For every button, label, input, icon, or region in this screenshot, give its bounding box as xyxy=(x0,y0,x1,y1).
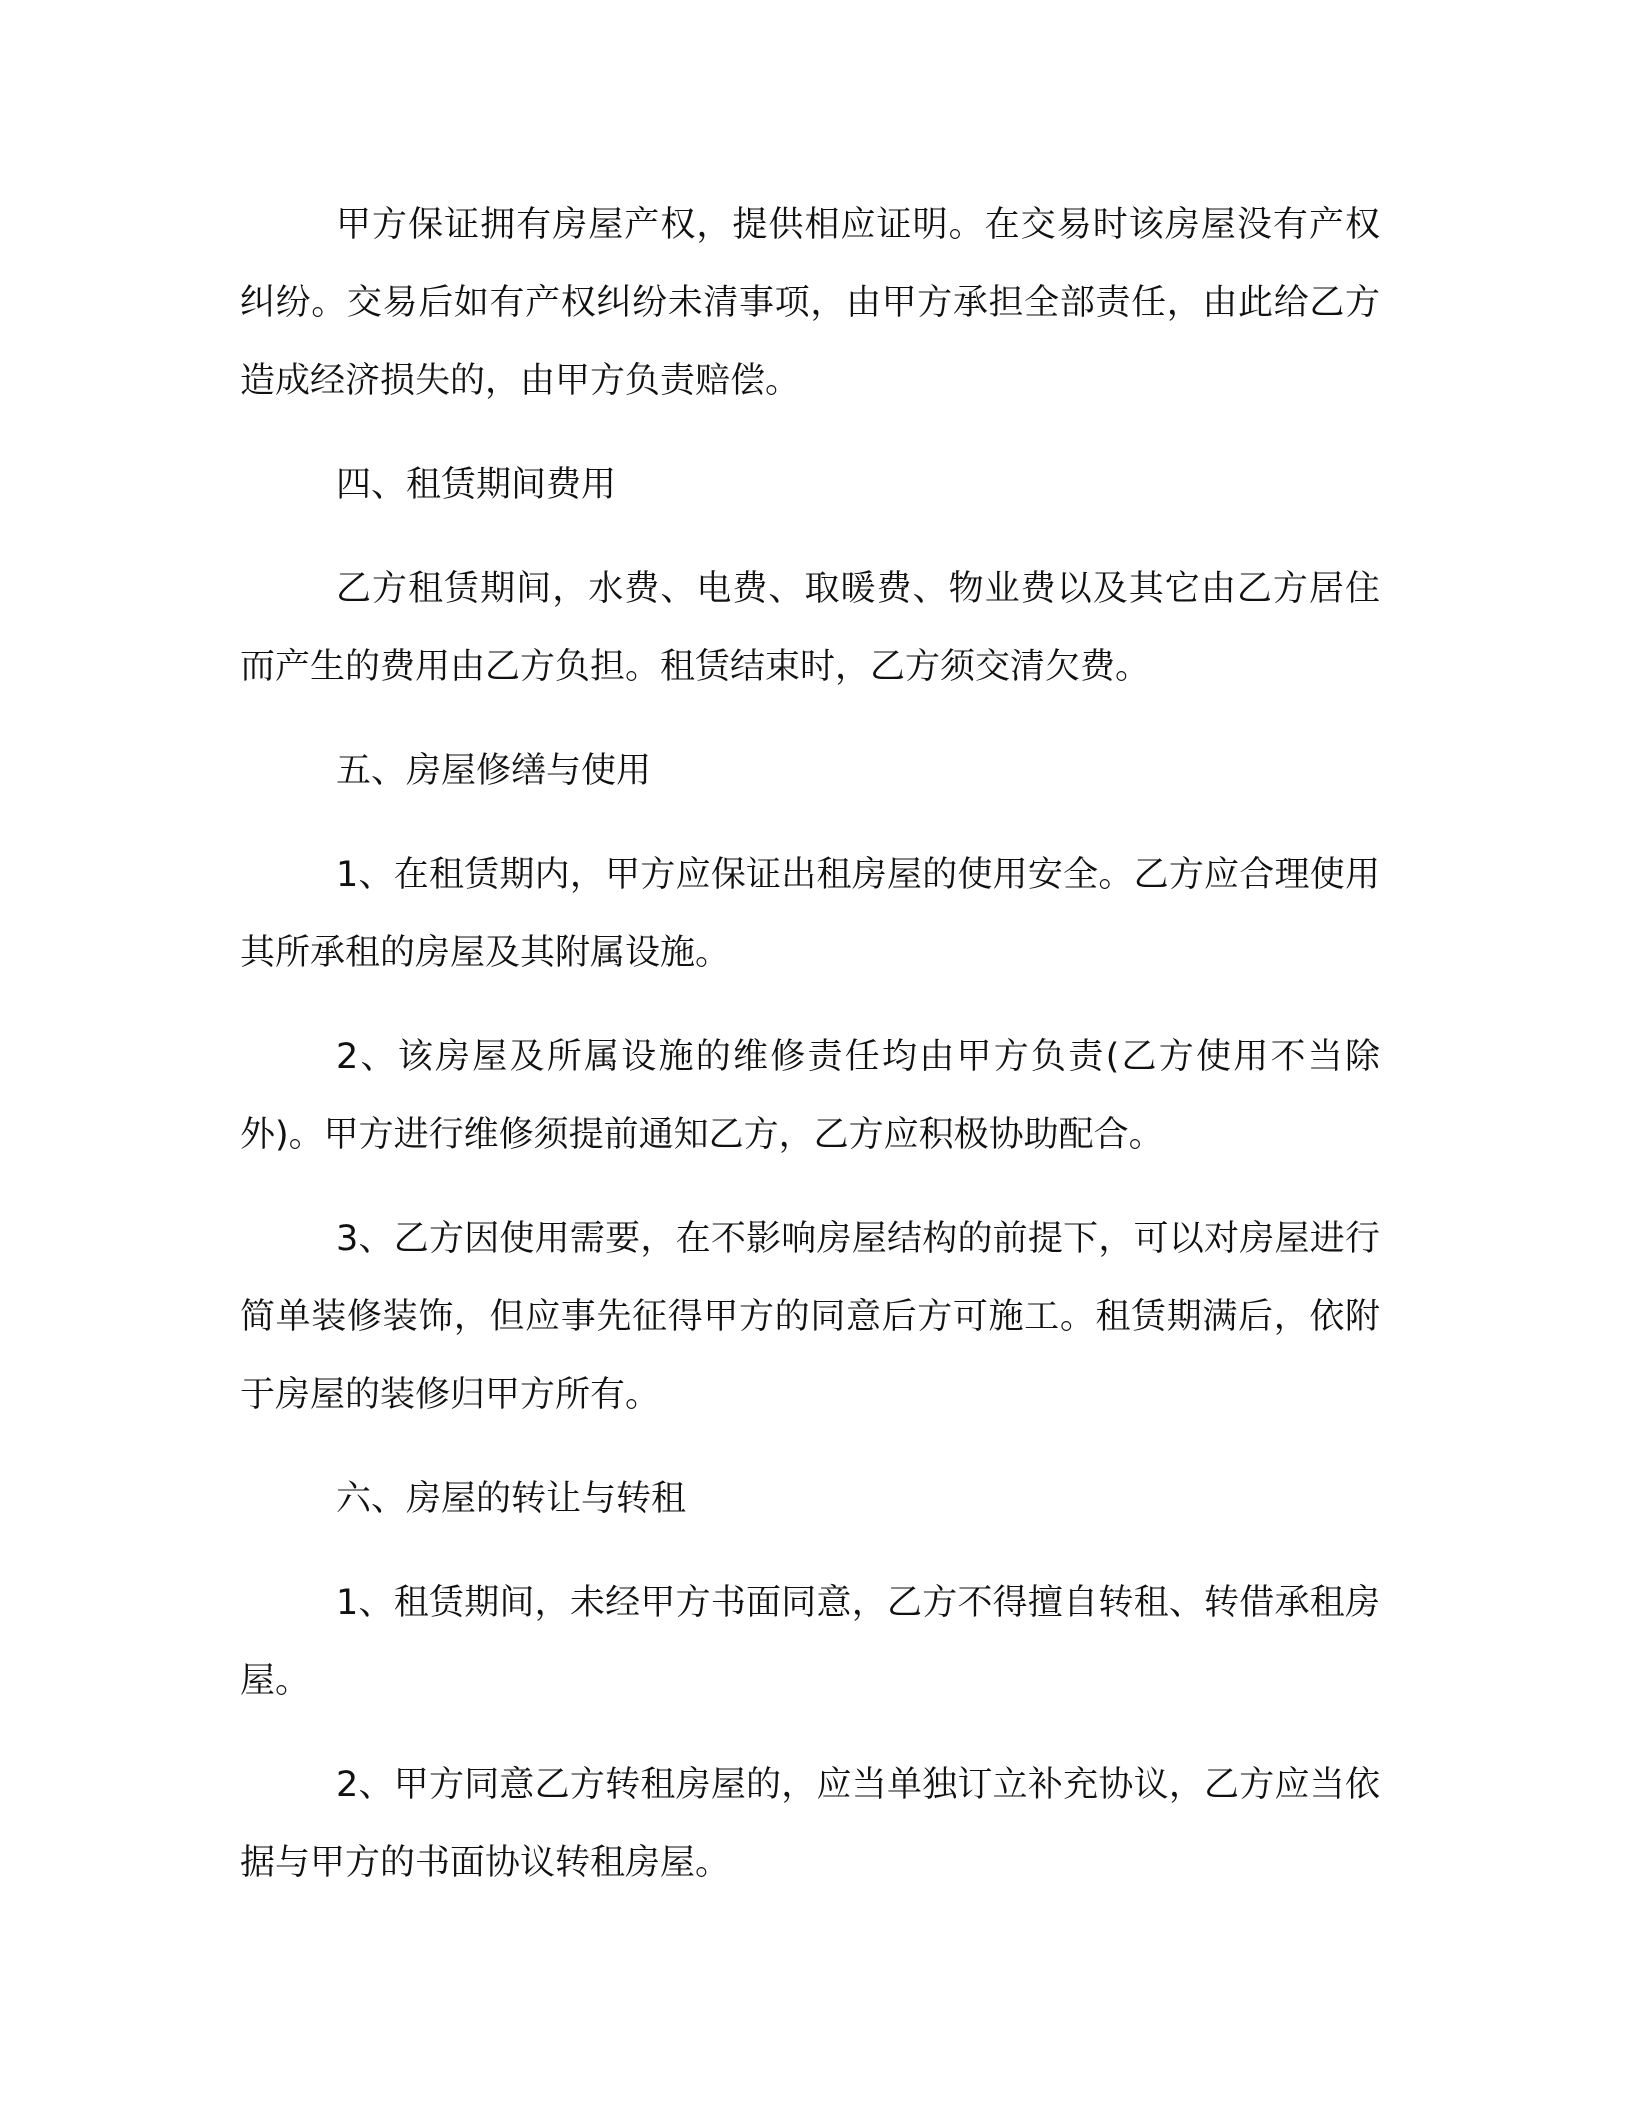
paragraph-sublease-item-1: 1、租赁期间，未经甲方书面同意，乙方不得擅自转租、转借承租房屋。 xyxy=(240,1583,1380,1701)
section-heading-rental-expenses: 四、租赁期间费用 xyxy=(336,465,617,505)
paragraph-sublease-item-2: 2、甲方同意乙方转租房屋的，应当单独订立补充协议，乙方应当依据与甲方的书面协议转租房屋。 xyxy=(240,1765,1380,1883)
paragraph-repair-item-2: 2、该房屋及所属设施的维修责任均由甲方负责(乙方使用不当除外)。甲方进行维修须提前通知乙方，乙方应积极协助配合。 xyxy=(240,1037,1380,1155)
paragraph-property-guarantee: 甲方保证拥有房屋产权，提供相应证明。在交易时该房屋没有产权纠纷。交易后如有产权纠纷未清事项，由甲方承担全部责任，由此给乙方造成经济损失的，由甲方负责赔偿。 xyxy=(240,205,1380,401)
paragraph-repair-item-3: 3、乙方因使用需要，在不影响房屋结构的前提下，可以对房屋进行简单装修装饰，但应事先征得甲方的同意后方可施工。租赁期满后，依附于房屋的装修归甲方所有。 xyxy=(240,1219,1380,1415)
paragraph-expenses: 乙方租赁期间，水费、电费、取暖费、物业费以及其它由乙方居住而产生的费用由乙方负担。租赁结束时，乙方须交清欠费。 xyxy=(240,569,1380,687)
section-heading-repair-and-use: 五、房屋修缮与使用 xyxy=(336,751,652,791)
section-heading-transfer-sublease: 六、房屋的转让与转租 xyxy=(336,1479,687,1519)
document-body xyxy=(240,186,1380,1928)
paragraph-repair-item-1: 1、在租赁期内，甲方应保证出租房屋的使用安全。乙方应合理使用其所承租的房屋及其附属设施。 xyxy=(240,855,1380,973)
